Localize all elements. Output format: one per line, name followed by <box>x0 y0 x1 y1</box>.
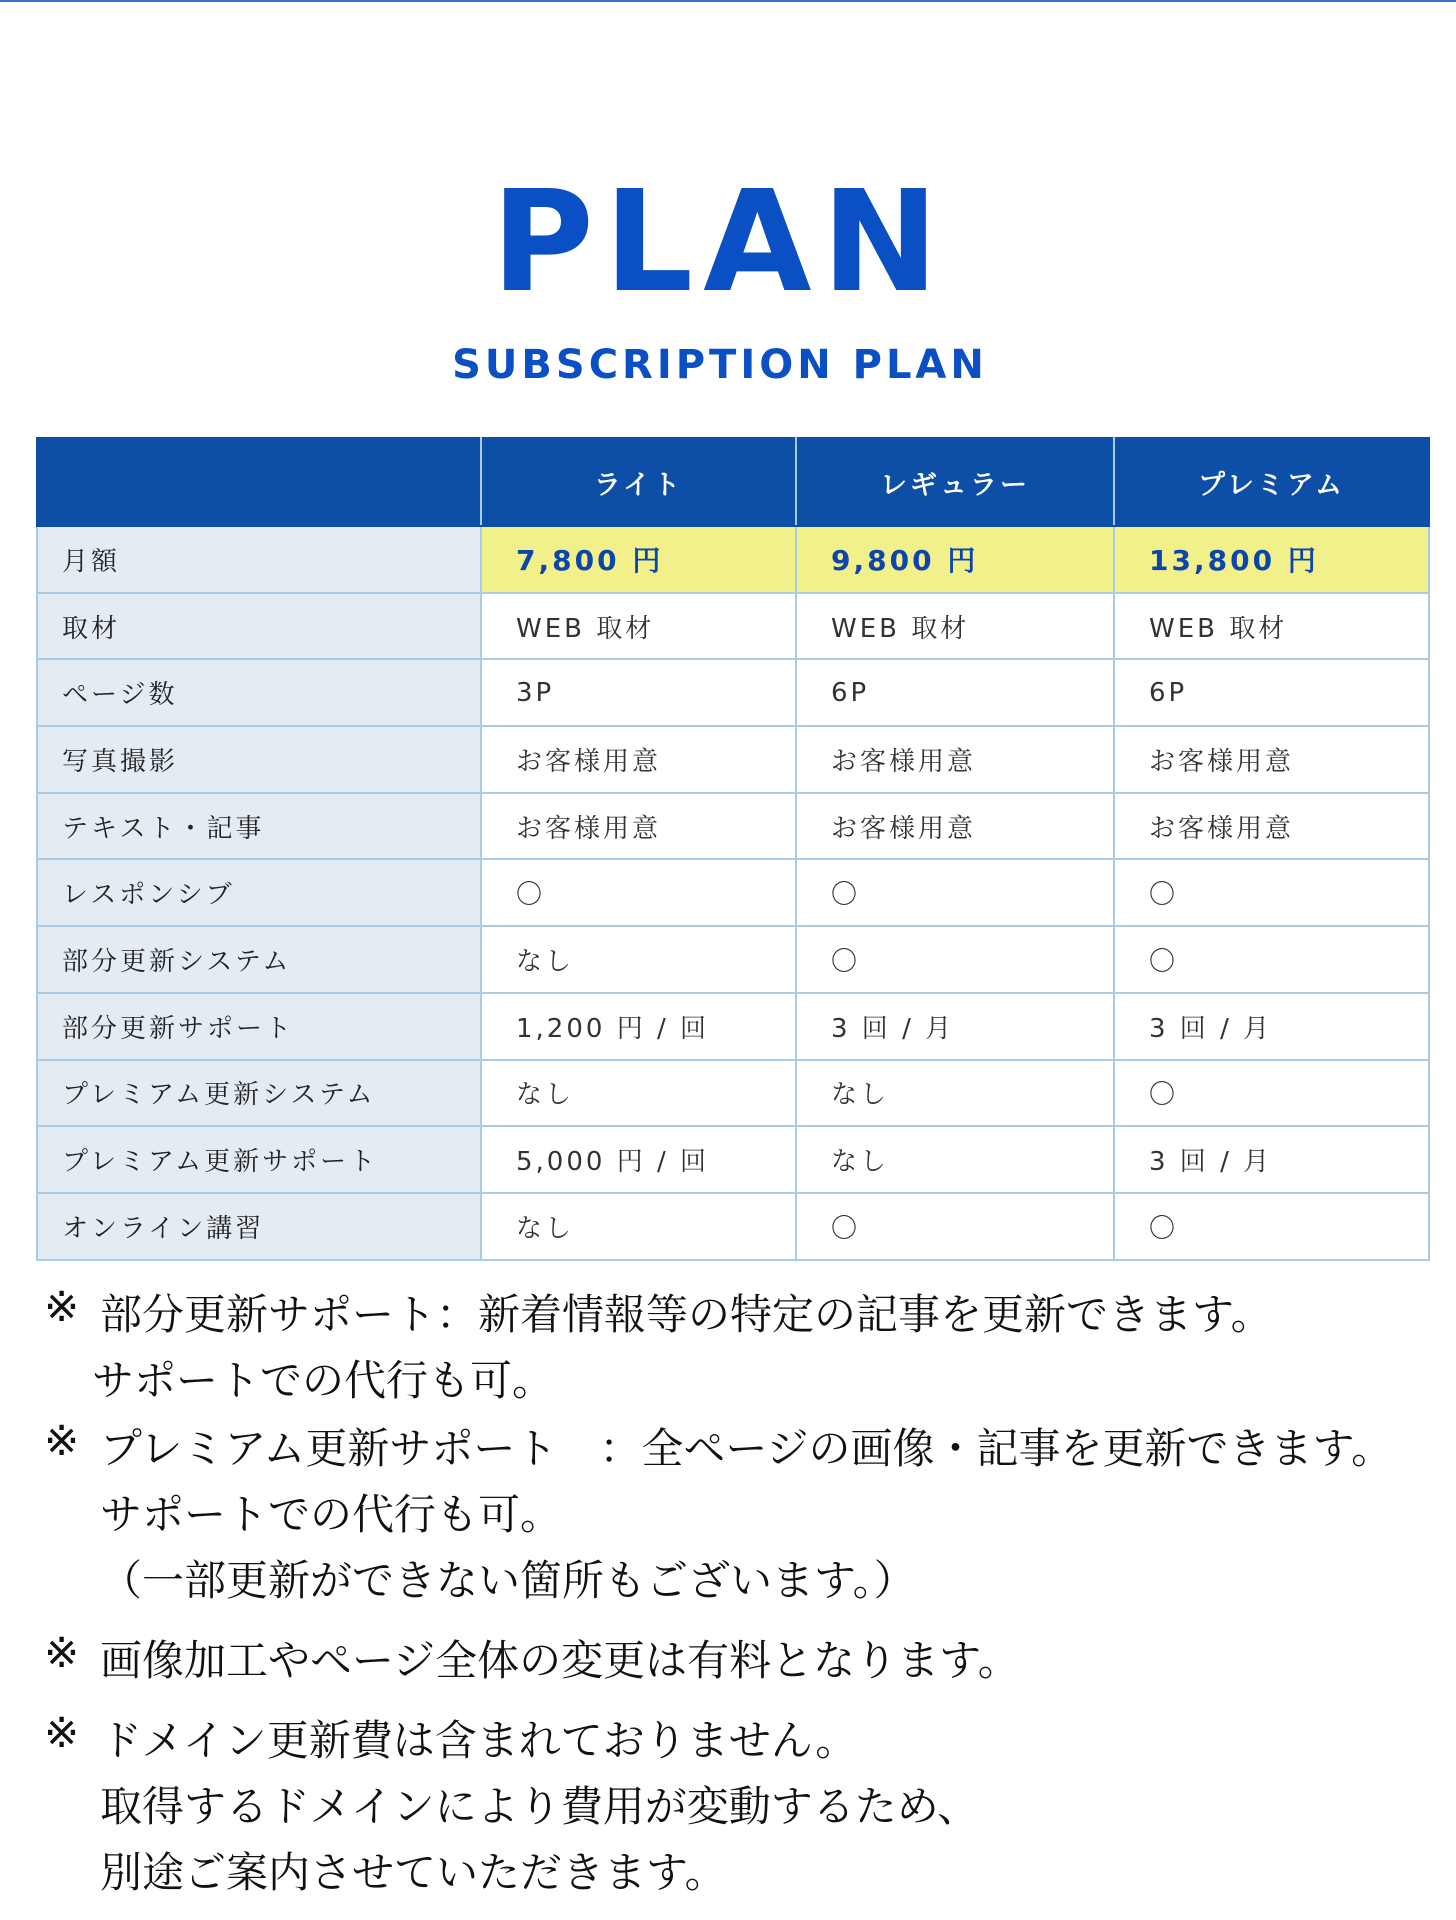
note-mark: ※ <box>44 1708 80 1757</box>
price-premium: 13,800 円 <box>1114 526 1429 593</box>
table-row <box>37 793 1429 860</box>
table-cell: なし <box>481 1060 796 1127</box>
table-cell: 〇 <box>1114 926 1429 993</box>
table-row <box>37 593 1429 660</box>
table-cell: 1,200 円 / 回 <box>481 993 796 1060</box>
table-cell: 6P <box>1114 659 1429 726</box>
row-label: テキスト・記事 <box>37 793 481 860</box>
page-subtitle: SUBSCRIPTION PLAN <box>452 342 988 388</box>
table-cell: 〇 <box>1114 1193 1429 1260</box>
table-cell: お客様用意 <box>481 793 796 860</box>
table-cell: 〇 <box>796 1193 1114 1260</box>
table-row <box>37 926 1429 993</box>
table-cell: WEB 取材 <box>796 593 1114 660</box>
table-cell: なし <box>796 1126 1114 1193</box>
table-cell: 5,000 円 / 回 <box>481 1126 796 1193</box>
table-cell: 〇 <box>1114 1060 1429 1127</box>
note-mark: ※ <box>44 1416 80 1465</box>
note-line: 別途ご案内させていただきます。 <box>100 1848 727 1897</box>
note-item <box>44 1282 1424 1414</box>
row-label: プレミアム更新サポート <box>37 1126 481 1193</box>
note-mark: ※ <box>44 1628 80 1677</box>
header-plan-lite: ライト <box>481 438 796 526</box>
table-cell: WEB 取材 <box>481 593 796 660</box>
note-line: ドメイン更新費は含まれておりません。 <box>100 1716 858 1765</box>
table-cell: WEB 取材 <box>1114 593 1429 660</box>
row-label: 月額 <box>37 526 481 593</box>
note-line: 画像加工やページ全体の変更は有料となります。 <box>100 1636 1020 1685</box>
plan-comparison-table <box>36 437 1430 1261</box>
table-cell: なし <box>796 1060 1114 1127</box>
table-row <box>37 1193 1429 1260</box>
note-line: （一部更新ができない箇所もございます。） <box>100 1556 916 1605</box>
row-label: オンライン講習 <box>37 1193 481 1260</box>
table-row <box>37 659 1429 726</box>
header-corner-cell <box>37 438 481 526</box>
row-label: 部分更新システム <box>37 926 481 993</box>
table-row <box>37 1126 1429 1193</box>
note-line: サポートでの代行も可。 <box>92 1356 555 1405</box>
table-cell: なし <box>481 1193 796 1260</box>
row-label: 取材 <box>37 593 481 660</box>
table-cell: 〇 <box>796 859 1114 926</box>
table-row <box>37 993 1429 1060</box>
price-regular: 9,800 円 <box>796 526 1114 593</box>
table-cell: お客様用意 <box>796 726 1114 793</box>
notes-section <box>44 1282 1424 1906</box>
row-label: ページ数 <box>37 659 481 726</box>
table-cell: 3 回 / 月 <box>1114 993 1429 1060</box>
table-cell: 〇 <box>1114 859 1429 926</box>
table-cell: 〇 <box>481 859 796 926</box>
table-header-row <box>37 438 1429 526</box>
row-label: 部分更新サポート <box>37 993 481 1060</box>
top-divider <box>0 0 1456 2</box>
note-line: サポートでの代行も可。 <box>100 1490 563 1539</box>
table-cell: 〇 <box>796 926 1114 993</box>
note-item <box>44 1628 1424 1694</box>
table-cell: なし <box>481 926 796 993</box>
table-cell: 3P <box>481 659 796 726</box>
table-row-monthly-price <box>37 526 1429 593</box>
price-lite: 7,800 円 <box>481 526 796 593</box>
header-plan-regular: レギュラー <box>796 438 1114 526</box>
header-plan-premium: プレミアム <box>1114 438 1429 526</box>
note-item <box>44 1416 1424 1614</box>
table-cell: 6P <box>796 659 1114 726</box>
table-cell: お客様用意 <box>796 793 1114 860</box>
page-title: PLAN <box>491 161 949 324</box>
table-cell: お客様用意 <box>1114 726 1429 793</box>
note-line: 取得するドメインにより費用が変動するため、 <box>100 1782 980 1831</box>
table-cell: お客様用意 <box>1114 793 1429 860</box>
note-mark: ※ <box>44 1282 80 1331</box>
row-label: プレミアム更新システム <box>37 1060 481 1127</box>
note-line: 部分更新サポート：新着情報等の特定の記事を更新できます。 <box>100 1290 1273 1339</box>
table-cell: 3 回 / 月 <box>796 993 1114 1060</box>
note-line: プレミアム更新サポート ：全ページの画像・記事を更新できます。 <box>100 1424 1394 1473</box>
note-item <box>44 1708 1424 1906</box>
table-row <box>37 1060 1429 1127</box>
table-row <box>37 859 1429 926</box>
table-row <box>37 726 1429 793</box>
row-label: 写真撮影 <box>37 726 481 793</box>
table-cell: お客様用意 <box>481 726 796 793</box>
table-cell: 3 回 / 月 <box>1114 1126 1429 1193</box>
row-label: レスポンシブ <box>37 859 481 926</box>
